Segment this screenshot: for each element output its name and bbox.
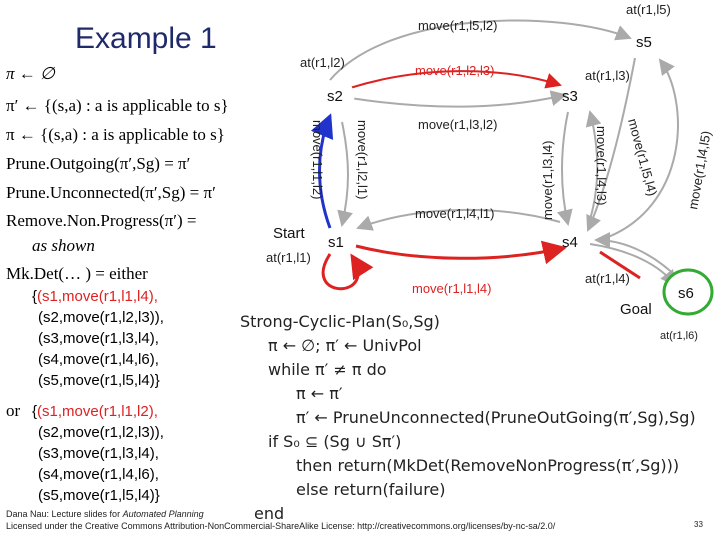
state-label-s5: at(r1,l5) xyxy=(626,2,671,17)
node-s4-label: s4 xyxy=(562,234,578,251)
algo-assign: π ← π′ xyxy=(296,384,343,403)
node-s3-label: s3 xyxy=(562,88,578,105)
footer-book-title: Automated Planning xyxy=(122,509,204,519)
policy1-pair-s1: (s1,move(r1,l1,l4), xyxy=(37,288,158,305)
node-s5-label: s5 xyxy=(636,34,652,51)
footer-license: Licensed under the Creative Commons Attribution-NonCommercial-ShareAlike License: http://creativecommons.org/licenses/by-nc-sa/2.0/ xyxy=(6,521,556,531)
state-label-s4: at(r1,l4) xyxy=(585,271,630,286)
algo-prune: π′ ← PruneUnconnected(PruneOutGoing(π′,Sg),Sg) xyxy=(296,408,696,427)
algo-then: then return(MkDet(RemoveNonProgress(π′,Sg))) xyxy=(296,456,680,475)
algo-else: else return(failure) xyxy=(296,480,446,499)
edge-label-s2-s1: move(r1,l1,l2) xyxy=(310,120,325,200)
state-label-s6: at(r1,l6) xyxy=(660,330,698,342)
edge-label-s4-s3: move(r1,l4,l3) xyxy=(594,126,609,206)
algo-header: Strong-Cyclic-Plan(S₀,Sg) xyxy=(240,312,440,331)
policy-or-label: or xyxy=(6,401,21,420)
edge-s3-s4 xyxy=(562,112,568,224)
line-pi-prime-init: π′ ← {(s,a) : a is applicable to s} xyxy=(6,96,229,115)
edge-label-s5-s4: move(r1,l5,l4) xyxy=(625,116,661,198)
edge-label-s4-s1: move(r1,l4,l1) xyxy=(415,206,495,221)
line-pi-init: π ← {(s,a) : a is applicable to s} xyxy=(6,125,225,144)
slide-title: Example 1 xyxy=(75,22,217,55)
edge-s1-s4 xyxy=(356,246,564,258)
edge-label-s2-s3: move(r1,l2,l3) xyxy=(415,63,495,78)
footer-credit xyxy=(6,509,204,519)
edge-label-s2-s5: move(r1,l5,l2) xyxy=(418,18,498,33)
edge-label-s1-s4: move(r1,l1,l4) xyxy=(412,281,492,296)
edge-label-s4-s5: move(r1,l4,l5) xyxy=(685,129,714,211)
policy2-pair-s5: (s5,move(r1,l5,l4)} xyxy=(38,487,160,504)
state-label-s2: at(r1,l2) xyxy=(300,55,345,70)
node-s6-label: s6 xyxy=(678,285,694,302)
algo-end: end xyxy=(254,504,285,523)
policy1-pair-s2: (s2,move(r1,l2,l3)), xyxy=(38,309,164,326)
algo-if: if S₀ ⊆ (Sg ∪ Sπ′) xyxy=(268,432,402,451)
edge-label-s1-s2: move(r1,l2,l1) xyxy=(355,120,370,200)
line-prune-outgoing: Prune.Outgoing(π′,Sg) = π′ xyxy=(6,154,191,173)
line-mkdet: Mk.Det(… ) = either xyxy=(6,264,148,283)
goal-label: Goal xyxy=(620,301,652,318)
line-as-shown: as shown xyxy=(32,236,95,255)
policy2-open-brace: { xyxy=(32,403,38,420)
policy1-pair-s4: (s4,move(r1,l4,l6), xyxy=(38,351,159,368)
edge-label-s3-s2: move(r1,l3,l2) xyxy=(418,117,498,132)
line-prune-unconnected: Prune.Unconnected(π′,Sg) = π′ xyxy=(6,183,216,202)
page-number: 33 xyxy=(694,520,703,529)
line-remove-nonprogress: Remove.Non.Progress(π′) = xyxy=(6,211,197,230)
policy1-pair-s5: (s5,move(r1,l5,l4)} xyxy=(38,372,160,389)
state-label-s1: at(r1,l1) xyxy=(266,250,311,265)
footer-author: Dana Nau: Lecture slides for xyxy=(6,509,123,519)
policy2-pair-s4: (s4,move(r1,l4,l6), xyxy=(38,466,159,483)
algo-init: π ← ∅; π′ ← UnivPol xyxy=(268,336,422,355)
algo-while: while π′ ≠ π do xyxy=(268,360,387,379)
state-label-s3: at(r1,l3) xyxy=(585,68,630,83)
node-s2-label: s2 xyxy=(327,88,343,105)
start-label: Start xyxy=(273,225,305,242)
line-pi-empty: π ← ∅ xyxy=(6,64,55,83)
policy2-pair-s2: (s2,move(r1,l2,l3)), xyxy=(38,424,164,441)
policy2-pair-s3: (s3,move(r1,l3,l4), xyxy=(38,445,159,462)
node-s1-label: s1 xyxy=(328,234,344,251)
edge-s3-s2 xyxy=(350,95,565,107)
policy1-pair-s3: (s3,move(r1,l3,l4), xyxy=(38,330,159,347)
edge-s1-self-loop xyxy=(323,254,358,289)
edge-label-s3-s4: move(r1,l3,l4) xyxy=(540,140,555,220)
edge-s2-s1-gray xyxy=(342,122,348,225)
policy1-open-brace: { xyxy=(32,288,38,305)
policy2-pair-s1: (s1,move(r1,l1,l2), xyxy=(37,403,158,420)
